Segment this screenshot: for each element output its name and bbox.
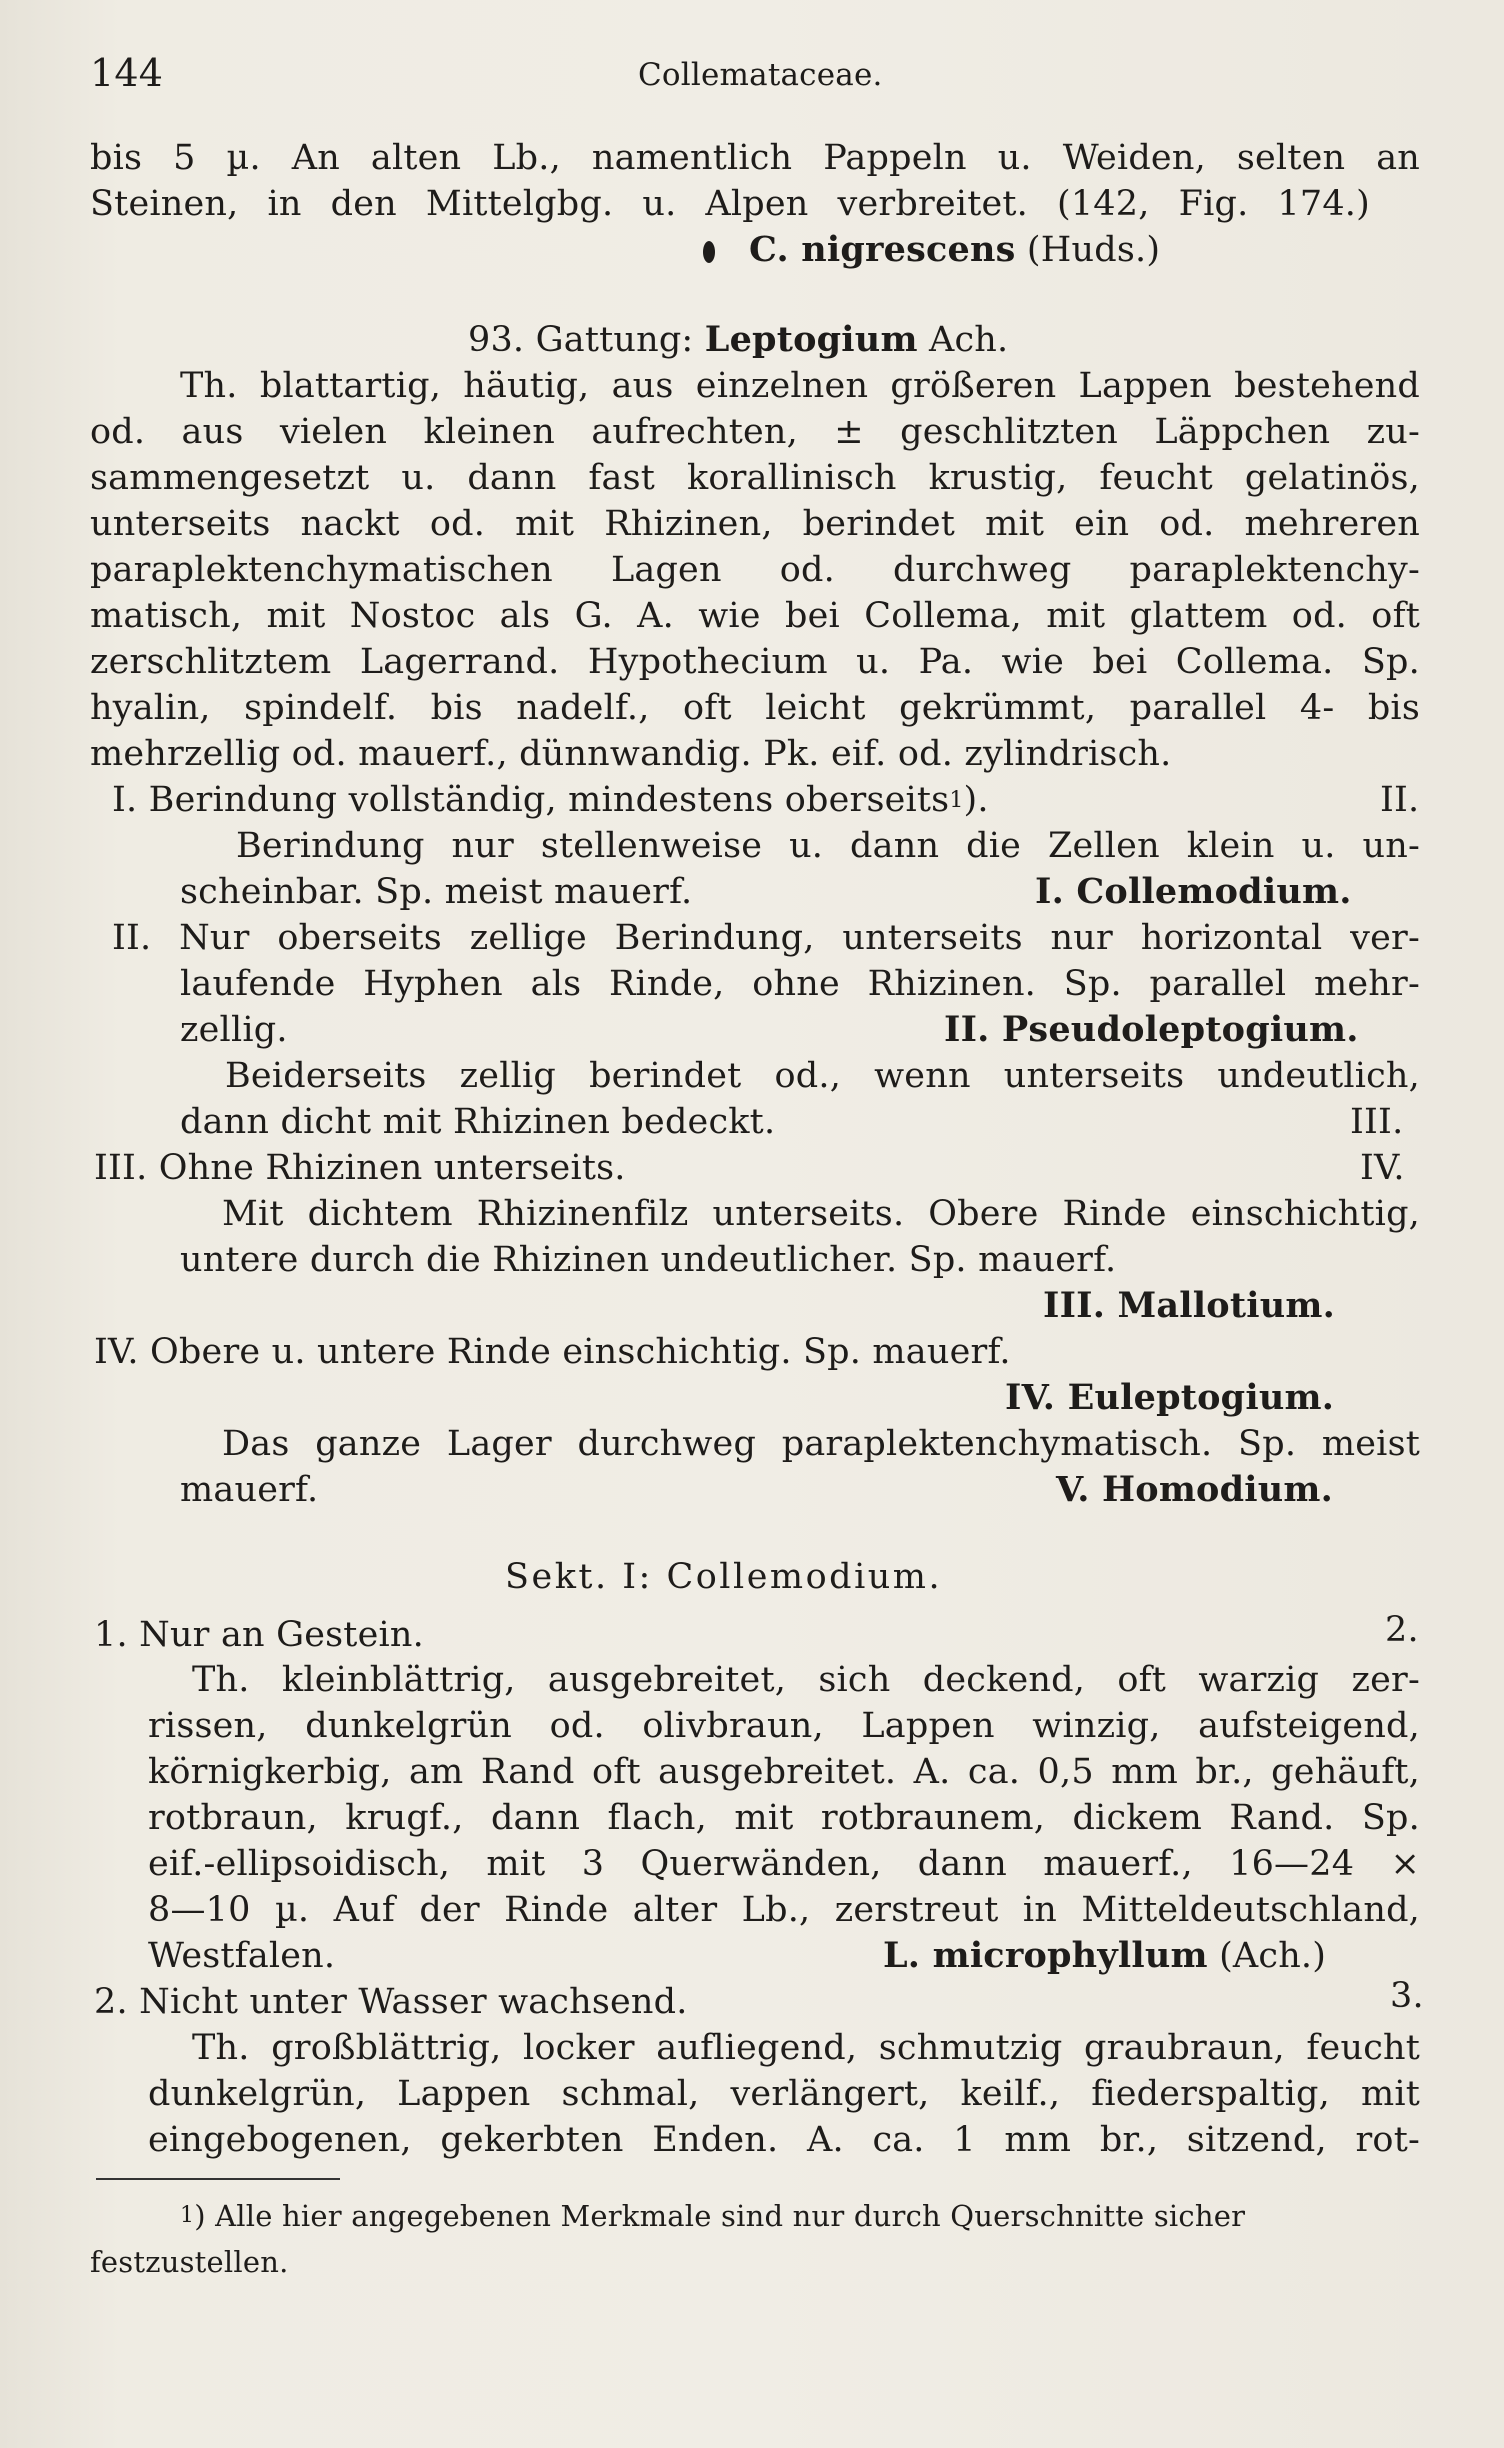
text-line: Th. großblättrig, locker aufliegend, schmutzig graubraun, feucht xyxy=(192,2028,1420,2068)
text-line: bis 5 µ. An alten Lb., namentlich Pappeln u. Weiden, selten an xyxy=(90,138,1420,178)
text-line: matisch, mit Nostoc als G. A. wie bei Collema, mit glattem od. oft xyxy=(90,596,1420,636)
genus-heading xyxy=(468,317,1008,363)
genus-name: Leptogium xyxy=(704,319,918,360)
text-line: dunkelgrün, Lappen schmal, verlängert, keilf., fiederspaltig, mit xyxy=(148,2074,1420,2114)
subgenus-name: V. Homodium. xyxy=(1056,1469,1334,1510)
text-line: 8—10 µ. Auf der Rinde alter Lb., zerstreut in Mitteldeutschland, xyxy=(148,1890,1420,1930)
text-line: sammengesetzt u. dann fast korallinisch krustig, feucht gelatinös, xyxy=(90,458,1420,498)
text-line: unterseits nackt od. mit Rhizinen, berindet mit ein od. mehreren xyxy=(90,504,1420,544)
subgenus-name: IV. Euleptogium. xyxy=(1005,1377,1335,1418)
species-entry xyxy=(883,1933,1326,1979)
text-line: od. aus vielen kleinen aufrechten, ± geschlitzten Läppchen zu- xyxy=(90,412,1420,452)
text-line: scheinbar. Sp. meist mauerf. xyxy=(180,872,693,912)
text-line: laufende Hyphen als Rinde, ohne Rhizinen. Sp. parallel mehr- xyxy=(180,964,1420,1004)
text-line: Th. blattartig, häutig, aus einzelnen größeren Lappen bestehend xyxy=(180,366,1420,406)
key-text-end: ). xyxy=(963,780,989,820)
text-line: Mit dichtem Rhizinenfilz unterseits. Obere Rinde einschichtig, xyxy=(222,1194,1420,1234)
footnote xyxy=(180,2195,1245,2237)
subgenus-name: II. Pseudoleptogium. xyxy=(944,1009,1359,1050)
text-line: Steinen, in den Mittelgbg. u. Alpen verbreitet. (142, Fig. 174.) xyxy=(90,184,1370,224)
species-author: (Huds.) xyxy=(1026,230,1161,270)
species-author: (Ach.) xyxy=(1219,1936,1327,1976)
subgenus-name: I. Collemodium. xyxy=(1035,871,1352,912)
text-line: untere durch die Rhizinen undeutlicher. Sp. mauerf. xyxy=(180,1240,1117,1280)
key-target: II. xyxy=(1380,780,1420,820)
text-line: III. Ohne Rhizinen unterseits. xyxy=(94,1148,626,1188)
text-line: 1. Nur an Gestein. xyxy=(94,1615,424,1655)
footnote-divider xyxy=(96,2178,340,2180)
key-target: 3. xyxy=(1390,1976,1424,2016)
species-name: L. microphyllum xyxy=(883,1935,1208,1976)
subgenus-name: III. Mallotium. xyxy=(1043,1285,1335,1326)
species-entry xyxy=(703,227,1160,273)
bullet-icon xyxy=(703,241,715,263)
footnote-ref: 1 xyxy=(949,788,964,813)
key-target: III. xyxy=(1350,1102,1404,1142)
text-line: Beiderseits zellig berindet od., wenn unterseits undeutlich, xyxy=(225,1056,1420,1096)
genus-number: 93. Gattung: xyxy=(468,320,694,360)
text-line: eif.-ellipsoidisch, mit 3 Querwänden, dann mauerf., 16—24 × xyxy=(148,1844,1420,1884)
footnote-text: ) Alle hier angegebenen Merkmale sind nur durch Querschnitte sicher xyxy=(194,2199,1246,2233)
genus-author: Ach. xyxy=(929,320,1009,360)
text-line: körnigkerbig, am Rand oft ausgebreitet. A. ca. 0,5 mm br., gehäuft, xyxy=(148,1752,1420,1792)
text-line: 2. Nicht unter Wasser wachsend. xyxy=(94,1982,688,2022)
text-line: Berindung nur stellenweise u. dann die Zellen klein u. un- xyxy=(236,826,1420,866)
text-line: Das ganze Lager durchweg paraplektenchymatisch. Sp. meist xyxy=(222,1424,1420,1464)
species-name: C. nigrescens xyxy=(749,229,1016,270)
key-target: IV. xyxy=(1360,1148,1405,1188)
running-title: Collemataceae. xyxy=(638,57,883,93)
text-line: Th. kleinblättrig, ausgebreitet, sich deckend, oft warzig zer- xyxy=(192,1660,1420,1700)
footnote-marker: 1 xyxy=(180,2203,195,2228)
text-line: IV. Obere u. untere Rinde einschichtig. Sp. mauerf. xyxy=(94,1332,1011,1372)
key-target: 2. xyxy=(1385,1610,1419,1650)
text-line: rissen, dunkelgrün od. olivbraun, Lappen winzig, aufsteigend, xyxy=(148,1706,1420,1746)
text-line: mehrzellig od. mauerf., dünnwandig. Pk. eif. od. zylindrisch. xyxy=(90,734,1172,774)
text-line: II. Nur oberseits zellige Berindung, unterseits nur horizontal ver- xyxy=(112,918,1420,958)
text-line: dann dicht mit Rhizinen bedeckt. xyxy=(180,1102,776,1142)
footnote-continuation: festzustellen. xyxy=(90,2245,289,2279)
text-line: paraplektenchymatischen Lagen od. durchweg paraplektenchy- xyxy=(90,550,1420,590)
key-text: I. Berindung vollständig, mindestens oberseits xyxy=(112,780,950,820)
text-line: zerschlitztem Lagerrand. Hypothecium u. Pa. wie bei Collema. Sp. xyxy=(90,642,1420,682)
key-line xyxy=(112,777,989,823)
text-line: Westfalen. xyxy=(148,1936,336,1976)
text-line: zellig. xyxy=(180,1010,288,1050)
text-line: eingebogenen, gekerbten Enden. A. ca. 1 mm br., sitzend, rot- xyxy=(148,2120,1420,2160)
text-line: rotbraun, krugf., dann flach, mit rotbraunem, dickem Rand. Sp. xyxy=(148,1798,1420,1838)
page-number: 144 xyxy=(90,51,164,95)
section-heading: Sekt. I: Collemodium. xyxy=(505,1557,943,1597)
text-line: hyalin, spindelf. bis nadelf., oft leicht gekrümmt, parallel 4- bis xyxy=(90,688,1420,728)
text-line: mauerf. xyxy=(180,1470,319,1510)
